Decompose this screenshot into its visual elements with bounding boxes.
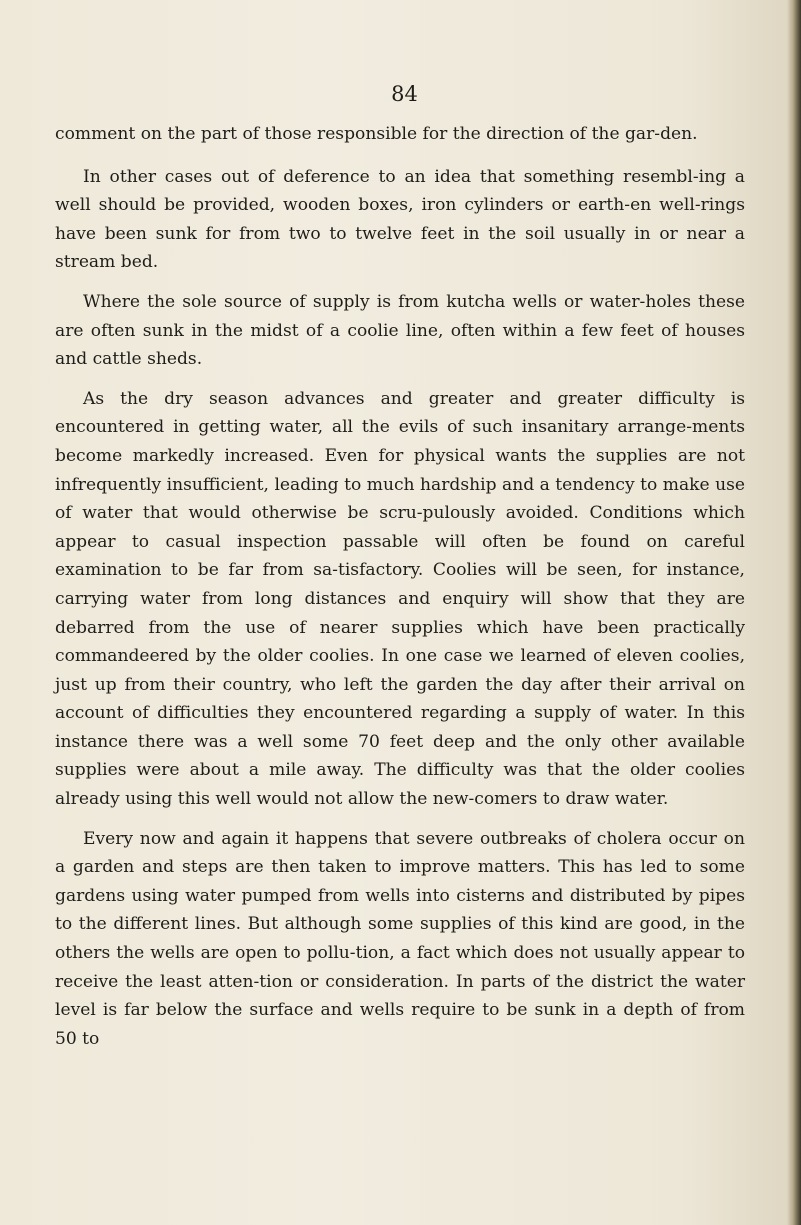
page-number: 84: [391, 82, 418, 106]
paragraph-1: comment on the part of those responsible for the direction of the gar-den.: [55, 124, 698, 144]
page-edge-shadow: [787, 0, 801, 1225]
paragraph-2: In other cases out of deference to an idea that something resembl-ing a well should be provided, wooden boxes, iron cylinders or earth-en well-rings have been sunk for from two to twelve feet in the soil usually in or near a stream bed.: [55, 166, 745, 273]
paragraph-4: As the dry season advances and greater and greater difficulty is encountered in getting water, all the evils of such insanitary arrange-ments become markedly increased. Even for physical wants the supplies are not infrequently insufficient, leading to much hardship and a tendency to make use of water that would otherwise be scru-pulously avoided. Conditions which appear to casual inspection passable will often be found on careful examination to be far from sa-tisfactory. Coolies will be seen, for instance, carrying water from long distances and enquiry will show that they are debarred from the use of nearer supplies which have been practically commandeered by the older coolies. In one case we learned of eleven coolies, just up from their country, who left the garden the day after their arrival on account of difficulties they encountered regarding a supply of water. In this instance there was a well some 70 feet deep and the only other available supplies were about a mile away. The difficulty was that the older coolies already using this well would not allow the new-comers to draw water.: [55, 388, 745, 810]
paragraph-3: Where the sole source of supply is from kutcha wells or water-holes these are often sunk in the midst of a coolie line, often within a few feet of houses and cattle sheds.: [55, 291, 745, 370]
paragraph-5: Every now and again it happens that severe outbreaks of cholera occur on a garden and steps are then taken to improve matters. This has led to some gardens using water pumped from wells into cisterns and distributed by pipes to the different lines. But although some supplies of this kind are good, in the others the wells are open to pollu-tion, a fact which does not usually appear to receive the least atten-tion or consideration. In parts of the district the water level is far below the surface and wells require to be sunk in a depth of from 50 to: [55, 828, 745, 1049]
body-text: [55, 120, 745, 1053]
